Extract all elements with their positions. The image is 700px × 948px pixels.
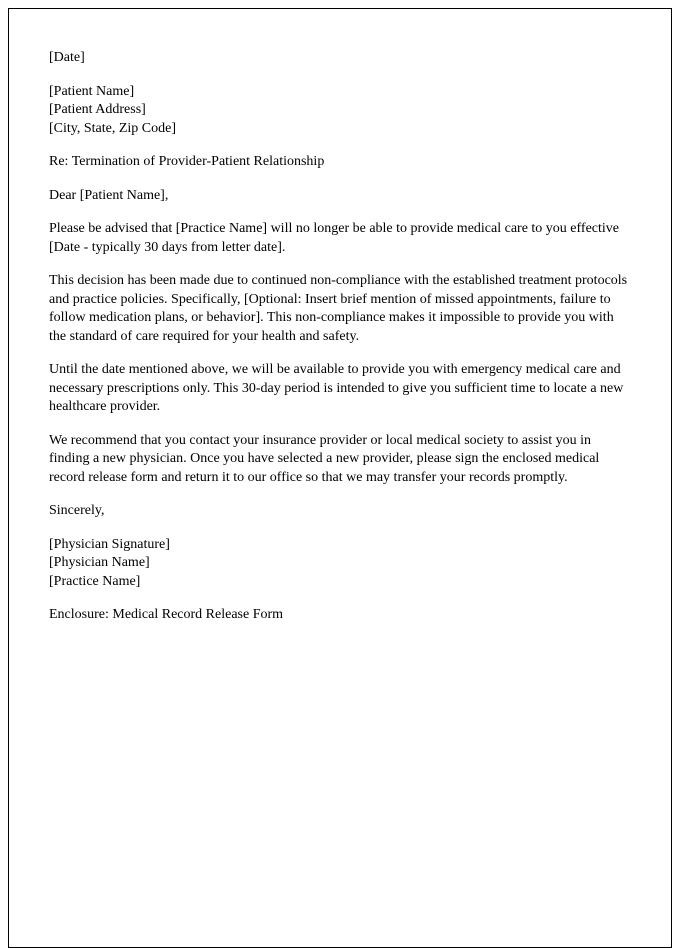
recipient-city-state-zip-line: [City, State, Zip Code] [49,120,177,136]
letter-page [8,8,672,948]
salutation-line: Dear [Patient Name], [49,187,169,203]
body-paragraph-2: This decision has been made due to continued non-compliance with the established treatment protocols and practice policies. Specifically, [Optional: Insert brief mention of missed appointments, failure to follow medication plans, or behavior]. This non-compliance makes it impossible to provide you with the standard of care required for your health and safety. [49,273,628,344]
recipient-address-block [49,83,629,139]
recipient-name-line: [Patient Name] [49,83,135,99]
practice-name-line: [Practice Name] [49,573,141,589]
subject-line: Re: Termination of Provider-Patient Relationship [49,154,325,169]
physician-name-line: [Physician Name] [49,555,150,570]
physician-signature-line: [Physician Signature] [49,536,170,552]
date-line: [Date] [49,50,85,65]
signature-block [49,536,629,592]
enclosure-line: Enclosure: Medical Record Release Form [49,607,284,622]
recipient-address-line: [Patient Address] [49,102,146,117]
body-paragraph-3: Until the date mentioned above, we will be available to provide you with emergency medical care and necessary prescriptions only. This 30-day period is intended to give you sufficient time to locate a new healthcare provider. [49,362,624,414]
body-paragraph-4: We recommend that you contact your insurance provider or local medical society to assist you in finding a new physician. Once you have selected a new provider, please sign the enclosed medical record release form and return it to our office so that we may transfer your records promptly. [49,432,600,485]
closing-line: Sincerely, [49,503,105,518]
body-paragraph-1: Please be advised that [Practice Name] will no longer be able to provide medical care to you effective [Date - typically 30 days from letter date]. [49,221,620,255]
